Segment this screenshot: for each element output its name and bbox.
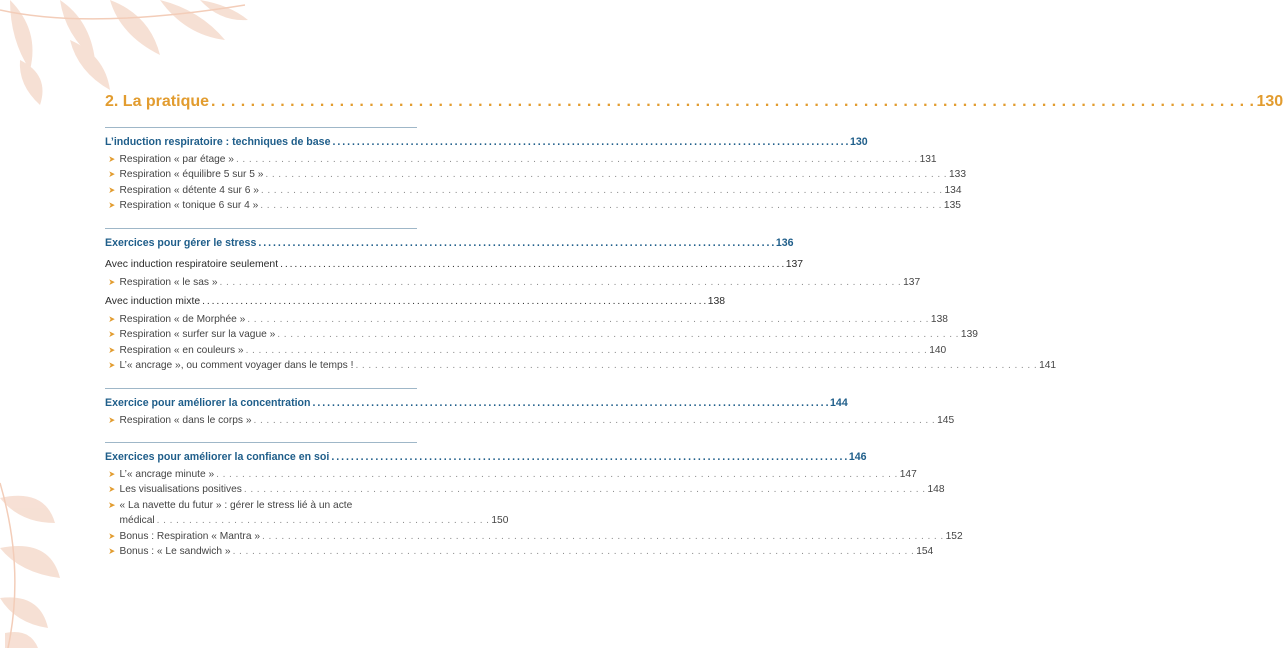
toc-item[interactable]: ➤ Bonus : « Le sandwich » . . . 154 — [105, 546, 417, 561]
chapter-title: 2. La pratique — [105, 93, 210, 110]
toc-item[interactable]: ➤ Respiration « par étage » . . . 131 — [105, 154, 417, 169]
chevron-right-icon: ➤ — [108, 169, 116, 180]
chevron-right-icon: ➤ — [108, 154, 116, 164]
toc-item[interactable]: ➤ L’« ancrage », ou comment voyager dans le temps ! . . . 141 — [105, 360, 417, 375]
section-heading[interactable]: Exercices pour gérer le stress . . . 136 — [105, 237, 417, 253]
chapter-heading[interactable] — [105, 93, 1283, 115]
toc-item[interactable]: ➤ Bonus : Respiration « Mantra » . . . 152 — [105, 531, 417, 546]
leaf-decoration-bottom — [0, 478, 70, 648]
chevron-right-icon: ➤ — [108, 546, 116, 557]
divider — [105, 388, 417, 389]
table-of-contents — [105, 93, 1283, 561]
chevron-right-icon: ➤ — [108, 468, 116, 479]
section-heading[interactable]: Exercices pour améliorer la confiance en soi . . . 146 — [105, 451, 417, 467]
toc-item[interactable]: ➤ Respiration « de Morphée » . . . 138 — [105, 314, 417, 329]
chevron-right-icon: ➤ — [108, 414, 116, 425]
subsection-heading[interactable]: Avec induction mixte . . . 138 — [105, 296, 417, 312]
subsection-heading[interactable]: Avec induction respiratoire seulement . . . 137 — [105, 259, 417, 275]
chapter-page: 130 — [1256, 93, 1283, 110]
toc-item[interactable]: ➤ L’« ancrage minute » . . . 147 — [105, 469, 417, 484]
chevron-right-icon: ➤ — [108, 499, 116, 510]
toc-item[interactable]: ➤ Respiration « surfer sur la vague » . . . 139 — [105, 329, 417, 344]
section-heading[interactable]: Exercice pour améliorer la concentration . . . 144 — [105, 397, 417, 413]
chevron-right-icon: ➤ — [108, 184, 116, 195]
chevron-right-icon: ➤ — [108, 360, 116, 371]
toc-item[interactable]: ➤ « La navette du futur » : gérer le stress lié à un acte médical . . . 150 — [105, 500, 417, 531]
chevron-right-icon: ➤ — [108, 329, 116, 340]
divider — [105, 127, 417, 128]
chevron-right-icon: ➤ — [108, 313, 116, 324]
toc-item[interactable]: ➤ Respiration « dans le corps » . . . 145 — [105, 415, 417, 430]
toc-item[interactable]: ➤ Respiration « tonique 6 sur 4 » . . . 135 — [105, 200, 417, 215]
chevron-right-icon: ➤ — [108, 530, 116, 541]
chevron-right-icon: ➤ — [108, 276, 116, 287]
toc-item[interactable]: ➤ Respiration « équilibre 5 sur 5 » . . . 133 — [105, 169, 417, 184]
chevron-right-icon: ➤ — [108, 344, 116, 355]
toc-item[interactable]: ➤ Respiration « détente 4 sur 6 » . . . 134 — [105, 185, 417, 200]
divider — [105, 228, 417, 229]
chevron-right-icon: ➤ — [108, 484, 116, 495]
toc-item[interactable]: ➤ Respiration « en couleurs » . . . 140 — [105, 345, 417, 360]
chevron-right-icon: ➤ — [108, 200, 116, 211]
toc-item[interactable]: ➤ Les visualisations positives . . . 148 — [105, 484, 417, 499]
toc-item[interactable]: ➤ Respiration « le sas » . . . 137 — [105, 277, 417, 292]
section-heading[interactable]: L’induction respiratoire : techniques de base . . . 130 — [105, 136, 417, 152]
divider — [105, 442, 417, 443]
